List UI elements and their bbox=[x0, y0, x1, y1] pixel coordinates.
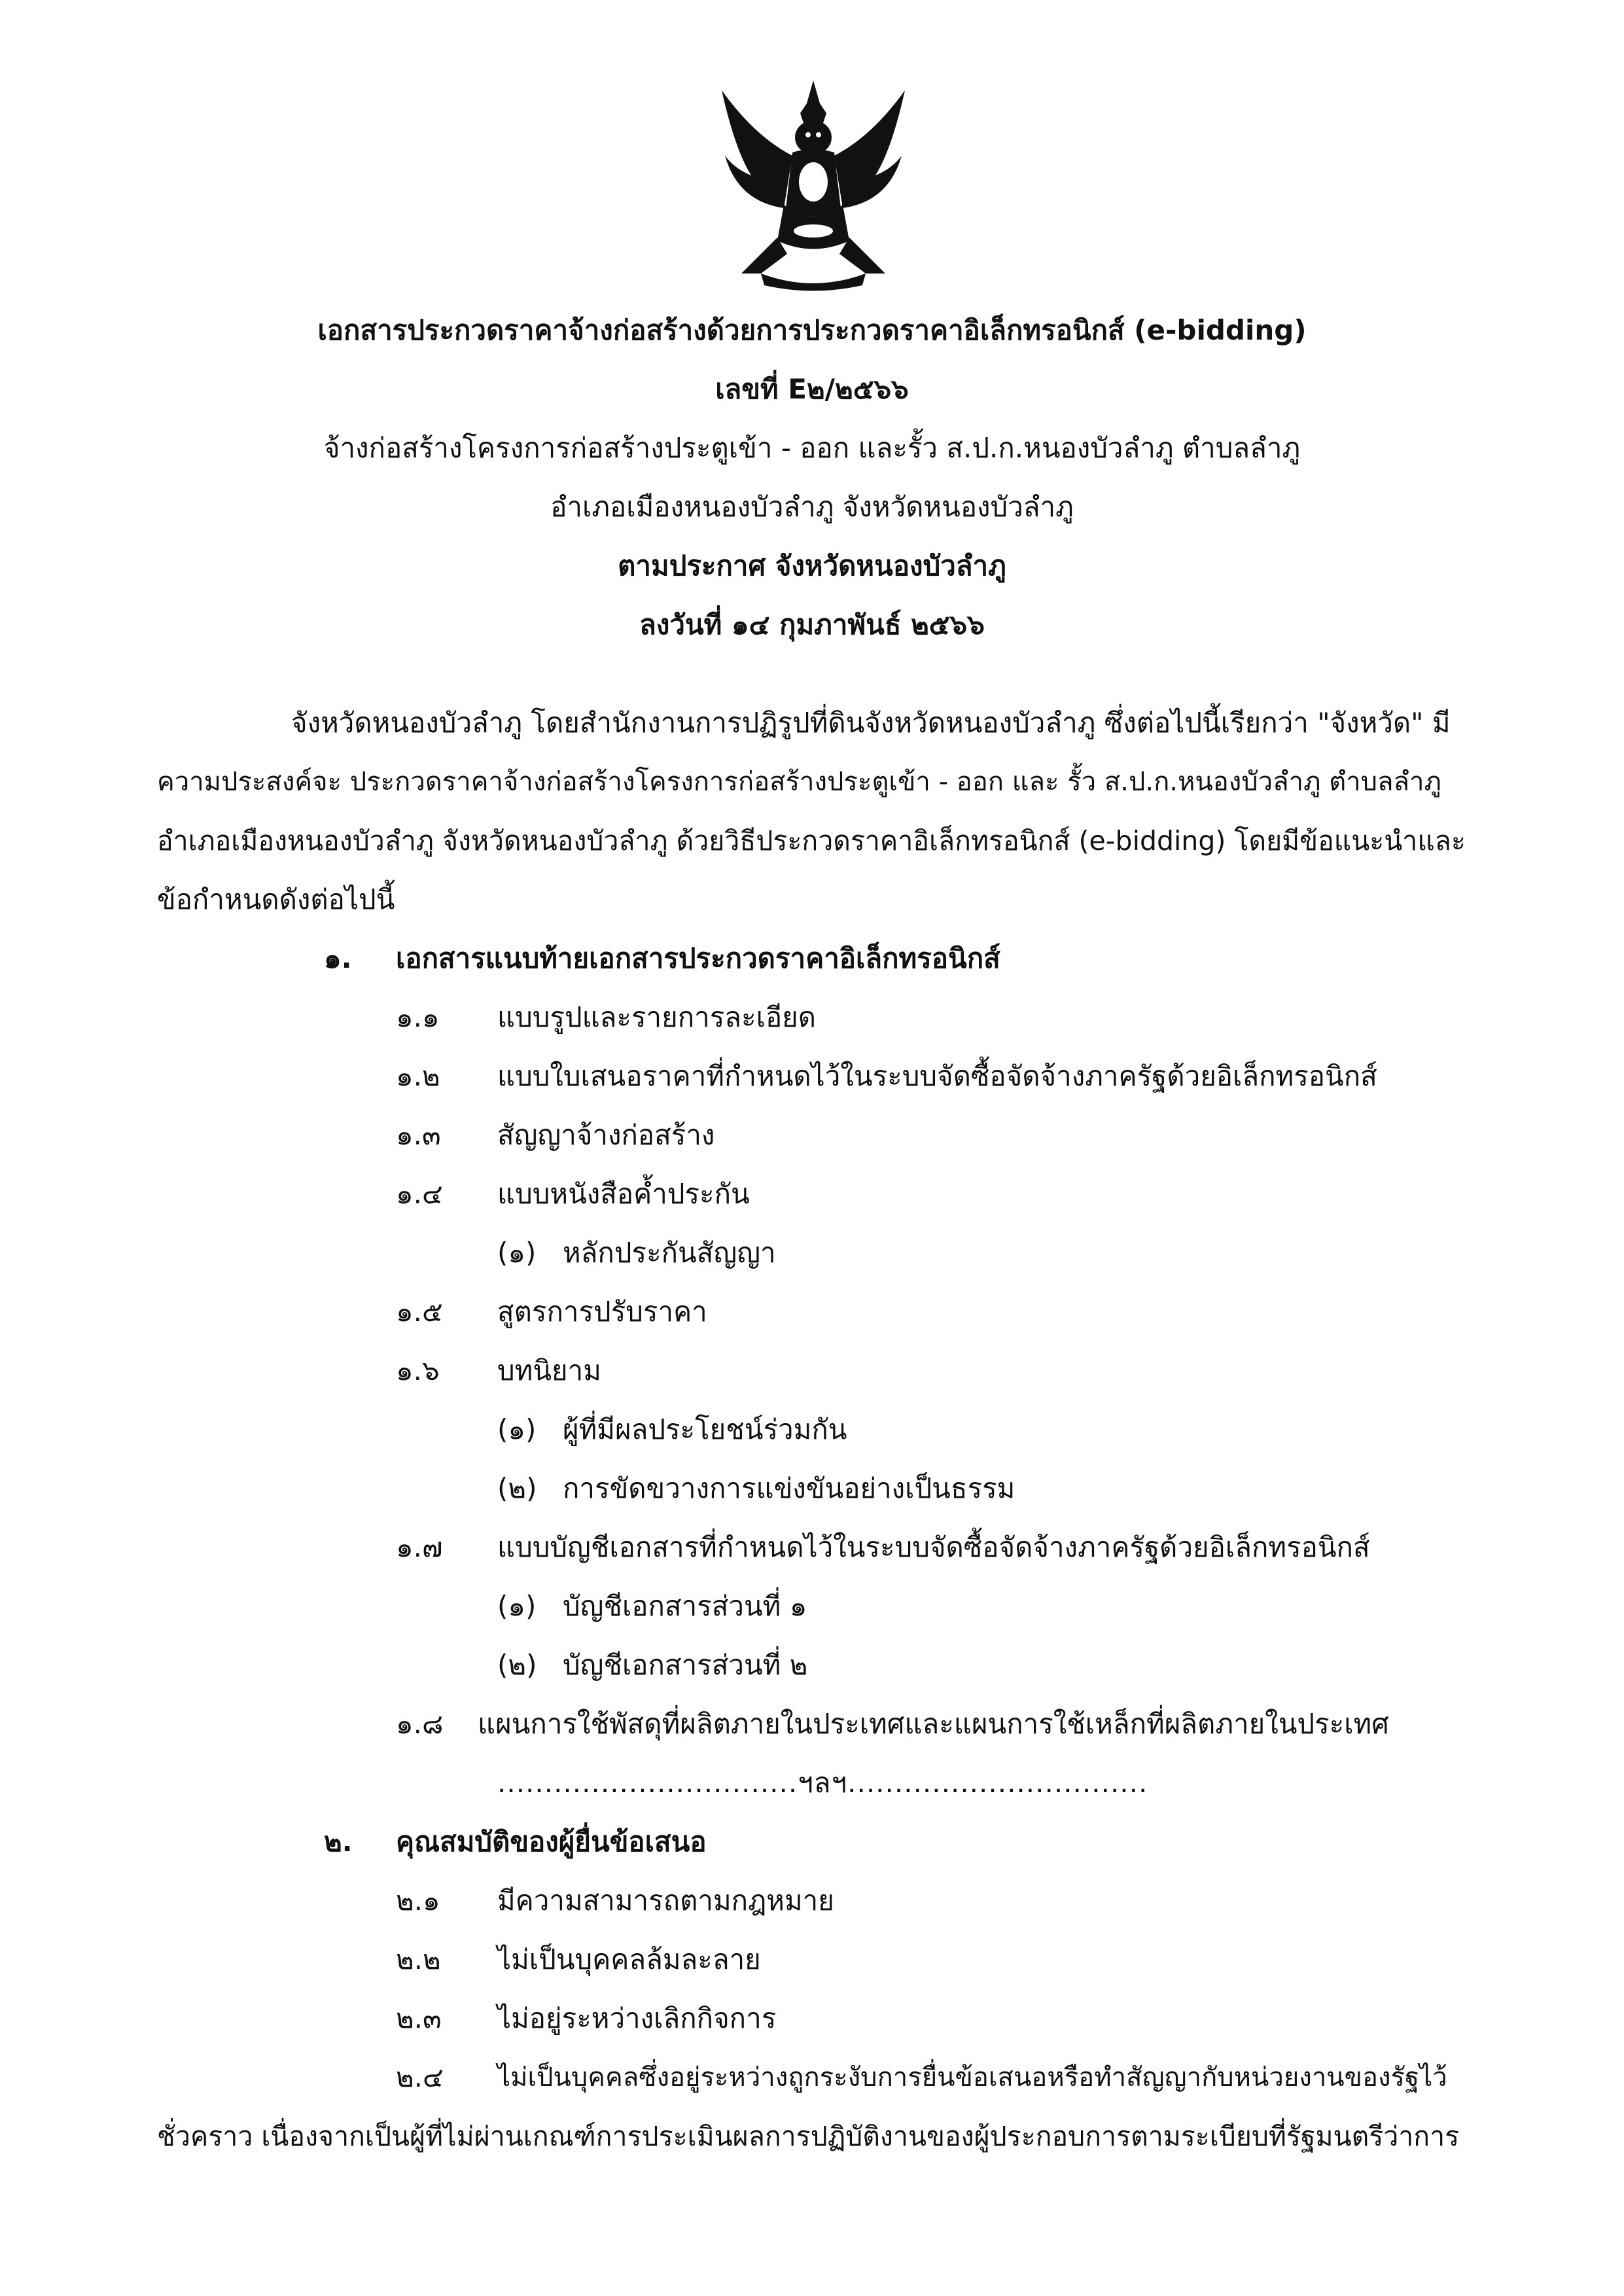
subitem-text: หลักประกันสัญญา bbox=[563, 1237, 776, 1269]
item-number: ๑.๑ bbox=[396, 1001, 440, 1033]
item-text: ไม่เป็นบุคคลซึ่งอยู่ระหว่างถูกระงับการยื่นข้อเสนอหรือทำสัญญากับหน่วยงานของรัฐไว้ bbox=[497, 2062, 1447, 2093]
item-text: มีความสามารถตามกฎหมาย bbox=[497, 1884, 834, 1916]
intro-line-4: ข้อกำหนดดังต่อไปนี้ bbox=[157, 883, 395, 915]
subitem-text: การขัดขวางการแข่งขันอย่างเป็นธรรม bbox=[563, 1472, 1015, 1504]
intro-line-3: อำเภอเมืองหนองบัวลำภู จังหวัดหนองบัวลำภู ด้วยวิธีประกวดราคาอิเล็กทรอนิกส์ (e-bidding) โดยมีข้อแนะนำและ bbox=[157, 825, 1466, 857]
item-number: ๒.๑ bbox=[396, 1884, 440, 1916]
garuda-emblem-icon bbox=[715, 77, 911, 293]
item-continuation: ชั่วคราว เนื่องจากเป็นผู้ที่ไม่ผ่านเกณฑ์การประเมินผลการปฏิบัติงานของผู้ประกอบการตามระเบียบที่รัฐมนตรีว่าการ bbox=[157, 2121, 1460, 2152]
item-text: สูตรการปรับราคา bbox=[497, 1296, 707, 1328]
item-text: แบบบัญชีเอกสารที่กำหนดไว้ในระบบจัดซื้อจัดจ้างภาครัฐด้วยอิเล็กทรอนิกส์ bbox=[497, 1531, 1370, 1563]
item-text: บทนิยาม bbox=[497, 1354, 601, 1386]
section-1-number: ๑. bbox=[324, 942, 352, 974]
etc-line: ................................ฯลฯ................................ bbox=[497, 1767, 1148, 1799]
subitem-number: (๒) bbox=[497, 1649, 537, 1681]
item-number: ๑.๓ bbox=[396, 1119, 441, 1151]
item-text: แบบใบเสนอราคาที่กำหนดไว้ในระบบจัดซื้อจัดจ้างภาครัฐด้วยอิเล็กทรอนิกส์ bbox=[497, 1060, 1377, 1092]
project-line-2: อำเภอเมืองหนองบัวลำภู จังหวัดหนองบัวลำภู bbox=[550, 491, 1074, 523]
subitem-text: บัญชีเอกสารส่วนที่ ๑ bbox=[563, 1590, 807, 1622]
item-number: ๒.๒ bbox=[396, 1943, 441, 1975]
item-text: แผนการใช้พัสดุที่ผลิตภายในประเทศและแผนการใช้เหล็กที่ผลิตภายในประเทศ bbox=[478, 1708, 1389, 1740]
section-2-number: ๒. bbox=[324, 1826, 353, 1858]
announcement-date: ลงวันที่ ๑๔ กุมภาพันธ์ ๒๕๖๖ bbox=[639, 609, 985, 641]
item-number: ๑.๒ bbox=[396, 1060, 440, 1092]
item-number: ๒.๓ bbox=[396, 2002, 442, 2034]
project-line-1: จ้างก่อสร้างโครงการก่อสร้างประตูเข้า - ออก และรั้ว ส.ป.ก.หนองบัวลำภู ตำบลลำภู bbox=[323, 432, 1301, 464]
subitem-number: (๑) bbox=[497, 1237, 537, 1269]
item-number: ๑.๖ bbox=[396, 1354, 440, 1386]
item-text: ไม่เป็นบุคคลล้มละลาย bbox=[497, 1943, 761, 1975]
item-text: ไม่อยู่ระหว่างเลิกกิจการ bbox=[497, 2002, 777, 2034]
item-text: แบบหนังสือค้ำประกัน bbox=[497, 1178, 750, 1210]
subitem-number: (๒) bbox=[497, 1472, 537, 1504]
item-number: ๒.๔ bbox=[396, 2061, 444, 2093]
item-number: ๑.๕ bbox=[396, 1296, 443, 1328]
subitem-text: ผู้ที่มีผลประโยชน์ร่วมกัน bbox=[563, 1413, 847, 1445]
item-number: ๑.๗ bbox=[396, 1531, 443, 1563]
intro-line-2: ความประสงค์จะ ประกวดราคาจ้างก่อสร้างโครงการก่อสร้างประตูเข้า - ออก และ รั้ว ส.ป.ก.หนองบัวลำภู ตำบลลำภู bbox=[157, 767, 1441, 797]
subitem-text: บัญชีเอกสารส่วนที่ ๒ bbox=[563, 1649, 808, 1681]
item-text: สัญญาจ้างก่อสร้าง bbox=[497, 1119, 715, 1151]
document-number: เลขที่ E๒/๒๕๖๖ bbox=[715, 373, 909, 405]
item-number: ๑.๘ bbox=[396, 1708, 444, 1740]
announcement-line: ตามประกาศ จังหวัดหนองบัวลำภู bbox=[618, 550, 1006, 582]
intro-line-1: จังหวัดหนองบัวลำภู โดยสำนักงานการปฏิรูปที่ดินจังหวัดหนองบัวลำภู ซึ่งต่อไปนี้เรียกว่า "จังหวัด" มี bbox=[291, 707, 1451, 739]
section-1-title: เอกสารแนบท้ายเอกสารประกวดราคาอิเล็กทรอนิกส์ bbox=[396, 942, 1000, 974]
item-number: ๑.๔ bbox=[396, 1178, 443, 1210]
document-title: เอกสารประกวดราคาจ้างก่อสร้างด้วยการประกวดราคาอิเล็กทรอนิกส์ (e-bidding) bbox=[317, 314, 1307, 346]
section-2-title: คุณสมบัติของผู้ยื่นข้อเสนอ bbox=[396, 1826, 707, 1858]
item-text: แบบรูปและรายการละเอียด bbox=[497, 1001, 817, 1033]
subitem-number: (๑) bbox=[497, 1413, 537, 1445]
subitem-number: (๑) bbox=[497, 1590, 537, 1622]
